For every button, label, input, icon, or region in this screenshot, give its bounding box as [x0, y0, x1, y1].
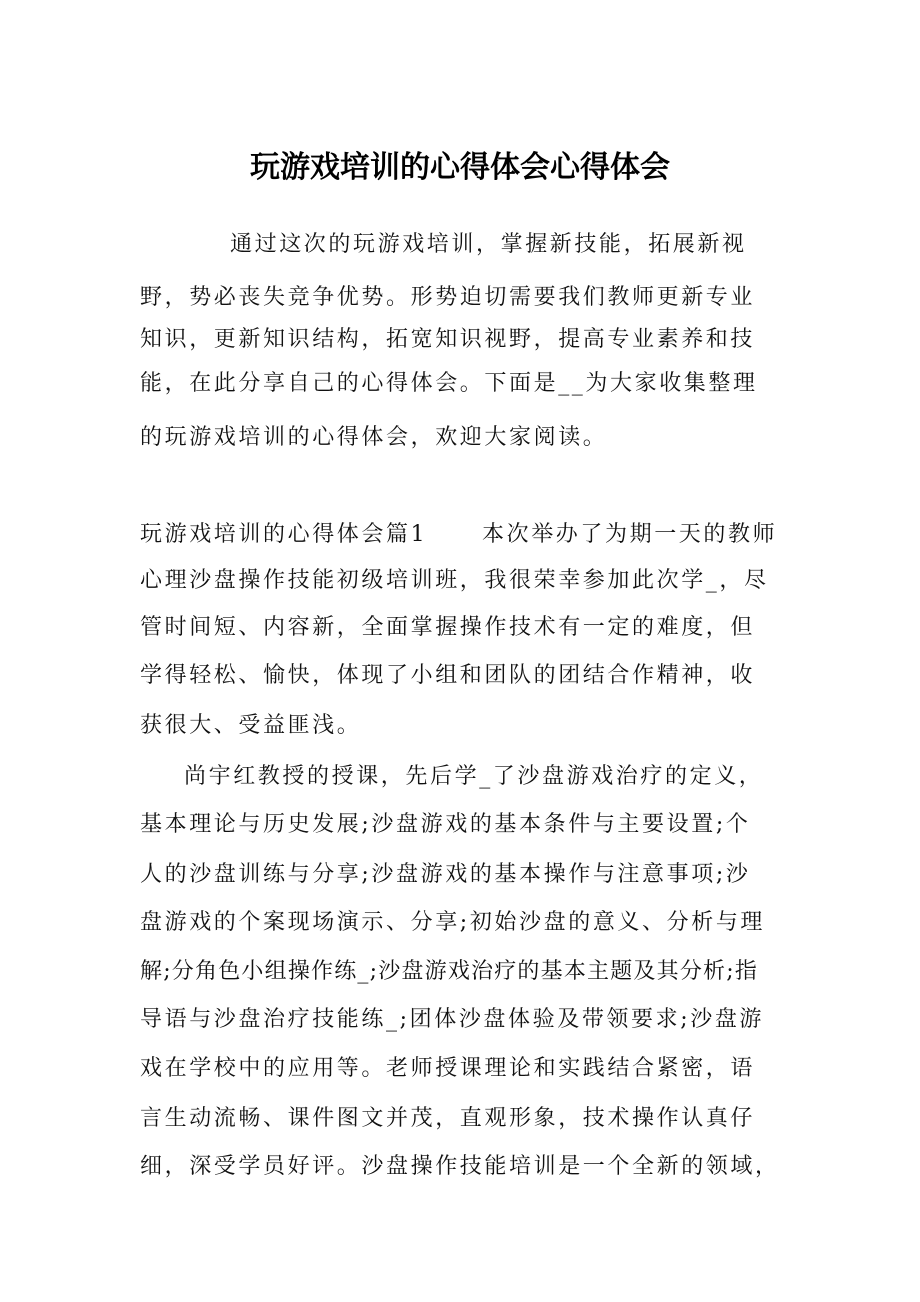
document-title: 玩游戏培训的心得体会心得体会	[250, 150, 670, 185]
text-line: 戏在学校中的应用等。老师授课理论和实践结合紧密，语	[140, 1056, 756, 1081]
text-line: 心理沙盘操作技能初级培训班，我很荣幸参加此次学_，尽	[140, 568, 769, 593]
text-line: 导语与沙盘治疗技能练_;团体沙盘体验及带领要求;沙盘游	[140, 1007, 765, 1032]
text-line: 管时间短、内容新，全面掌握操作技术有一定的难度，但	[140, 615, 756, 640]
text-line: 学得轻松、愉快，体现了小组和团队的团结合作精神，收	[140, 663, 756, 688]
text-line: 野，势必丧失竞争优势。形势迫切需要我们教师更新专业	[140, 285, 756, 310]
section-heading: 玩游戏培训的心得体会篇1	[140, 522, 428, 547]
text-line: 的玩游戏培训的心得体会，欢迎大家阅读。	[140, 425, 608, 450]
text-line: 能，在此分享自己的心得体会。下面是__为大家收集整理	[140, 371, 758, 396]
text-line: 本次举办了为期一天的教师	[482, 522, 778, 547]
text-line: 细，深受学员好评。沙盘操作技能培训是一个全新的领域，	[140, 1154, 780, 1179]
text-line: 知识，更新知识结构，拓宽知识视野，提高专业素养和技	[140, 327, 756, 352]
text-line: 尚宇红教授的授课，先后学_了沙盘游戏治疗的定义，	[184, 764, 764, 789]
text-line: 人的沙盘训练与分享;沙盘游戏的基本操作与注意事项;沙	[140, 862, 751, 887]
text-line: 言生动流畅、课件图文并茂，直观形象，技术操作认真仔	[140, 1106, 756, 1131]
text-line: 盘游戏的个案现场演示、分享;初始沙盘的意义、分析与理	[140, 910, 766, 935]
text-line: 解;分角色小组操作练_;沙盘游戏治疗的基本主题及其分析;指	[140, 959, 759, 984]
text-line: 获很大、受益匪浅。	[140, 713, 362, 738]
text-line: 基本理论与历史发展;沙盘游戏的基本条件与主要设置;个	[140, 812, 751, 837]
text-line: 通过这次的玩游戏培训，掌握新技能，拓展新视	[230, 232, 747, 257]
